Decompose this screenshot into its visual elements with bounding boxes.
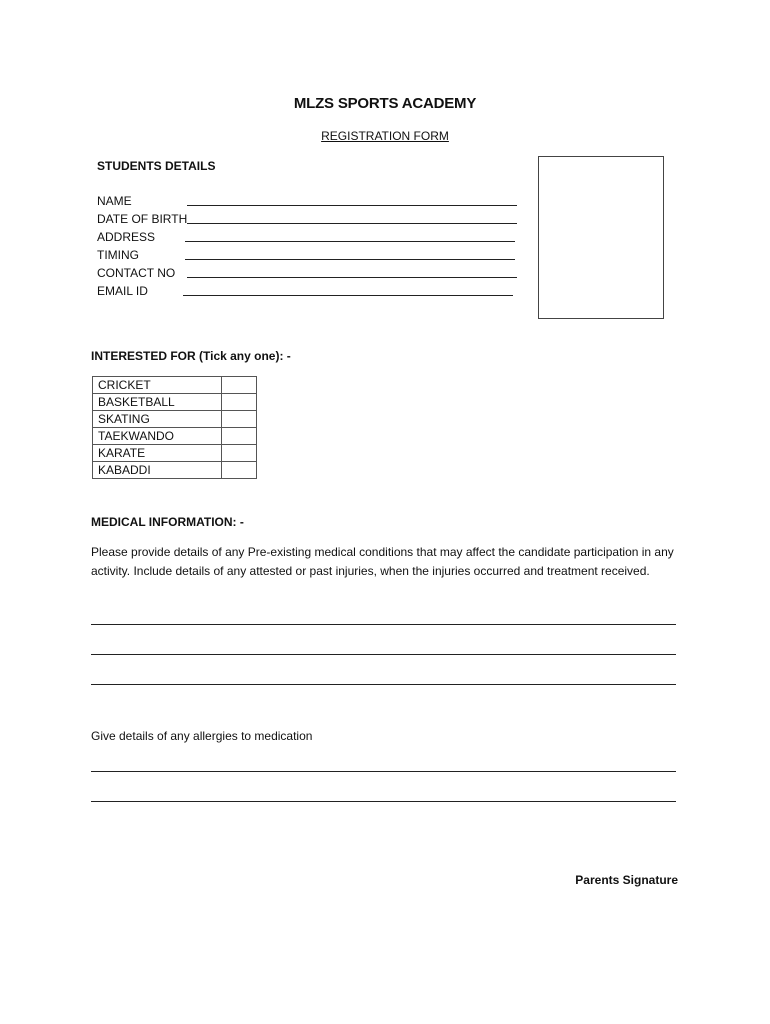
medical-info-heading: MEDICAL INFORMATION: - — [91, 515, 244, 529]
email-label: EMAIL ID — [97, 284, 148, 298]
medical-instructions: Please provide details of any Pre-existing medical conditions that may affect the candidate participation in any activity. Include details of any attested or past injuries, when the injuries occurred and treatment received. — [91, 545, 674, 578]
table-row — [93, 377, 257, 394]
tick-box[interactable] — [222, 411, 257, 428]
students-details-heading: STUDENTS DETAILS — [97, 159, 216, 173]
tick-box[interactable] — [222, 445, 257, 462]
tick-box[interactable] — [222, 462, 257, 479]
photo-box — [538, 156, 664, 319]
sport-option-label: TAEKWANDO — [93, 428, 222, 445]
table-row — [93, 411, 257, 428]
page-title: MLZS SPORTS ACADEMY — [293, 95, 477, 112]
name-input-line[interactable] — [187, 205, 517, 206]
table-row — [93, 445, 257, 462]
table-row — [93, 462, 257, 479]
sports-options-table — [92, 376, 257, 479]
medical-answer-line[interactable] — [91, 684, 676, 685]
table-row — [93, 394, 257, 411]
interested-for-heading: INTERESTED FOR (Tick any one): - — [91, 349, 291, 363]
timing-label: TIMING — [97, 248, 139, 262]
name-label: NAME — [97, 194, 132, 208]
sport-option-label: KABADDI — [93, 462, 222, 479]
sport-option-label: SKATING — [93, 411, 222, 428]
sport-option-label: CRICKET — [93, 377, 222, 394]
medical-answer-line[interactable] — [91, 654, 676, 655]
timing-input-line[interactable] — [185, 259, 515, 260]
sport-option-label: BASKETBALL — [93, 394, 222, 411]
tick-box[interactable] — [222, 394, 257, 411]
form-subtitle: REGISTRATION FORM — [321, 129, 449, 143]
medical-answer-line[interactable] — [91, 624, 676, 625]
allergies-answer-line[interactable] — [91, 801, 676, 802]
sport-option-label: KARATE — [93, 445, 222, 462]
dob-input-line[interactable] — [187, 223, 517, 224]
contact-input-line[interactable] — [187, 277, 517, 278]
dob-label: DATE OF BIRTH — [97, 212, 188, 226]
tick-box[interactable] — [222, 428, 257, 445]
parents-signature-label: Parents Signature — [575, 873, 678, 887]
address-input-line[interactable] — [185, 241, 515, 242]
address-label: ADDRESS — [97, 230, 156, 244]
table-row — [93, 428, 257, 445]
email-input-line[interactable] — [183, 295, 513, 296]
allergies-prompt: Give details of any allergies to medication — [91, 729, 313, 743]
allergies-answer-line[interactable] — [91, 771, 676, 772]
tick-box[interactable] — [222, 377, 257, 394]
contact-label: CONTACT NO — [97, 266, 176, 280]
